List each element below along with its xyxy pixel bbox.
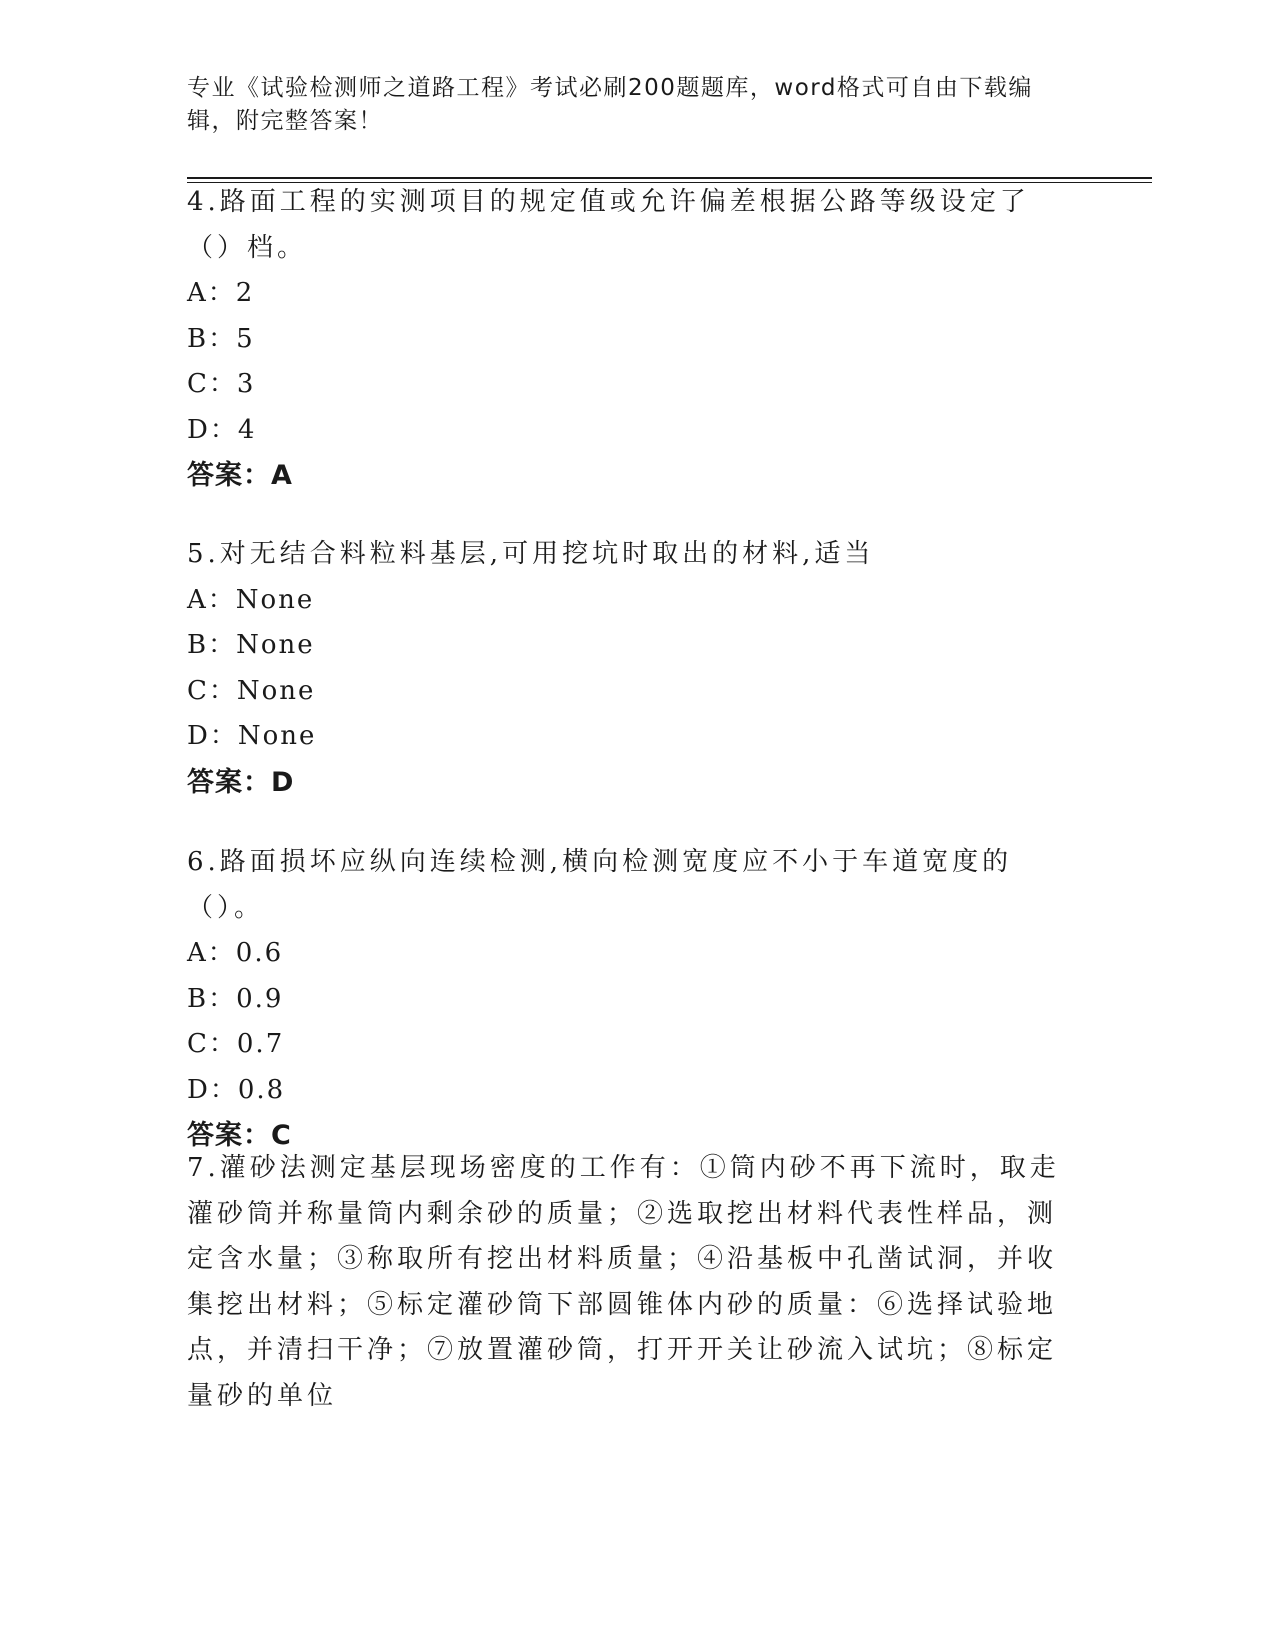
option-d: D：0.8 bbox=[187, 1074, 286, 1105]
option-a: A：None bbox=[187, 584, 315, 615]
option-c: C：None bbox=[187, 675, 316, 706]
answer-label: 答案：C bbox=[187, 1120, 292, 1151]
question-block-5 bbox=[187, 532, 1067, 805]
option-a: A：2 bbox=[187, 278, 255, 308]
question-stem: 5.对无结合料粒料基层,可用挖坑时取出的材料,适当 bbox=[187, 539, 875, 569]
document-header: 专业《试验检测师之道路工程》考试必刷200题题库，word格式可自由下载编辑，附完整答案！ bbox=[187, 75, 1033, 134]
option-c: C：3 bbox=[187, 369, 256, 399]
option-a: A：0.6 bbox=[187, 938, 284, 968]
option-d: D：4 bbox=[187, 414, 257, 445]
answer-label: 答案：A bbox=[187, 460, 293, 491]
option-b: B：None bbox=[187, 630, 315, 660]
answer-label: 答案：D bbox=[187, 766, 295, 798]
question-stem: 6.路面损坏应纵向连续检测,横向检测宽度应不小于车道宽度的（）。 bbox=[187, 847, 1013, 923]
question-stem: 7.灌砂法测定基层现场密度的工作有：①筒内砂不再下流时，取走灌砂筒并称量筒内剩余砂的质量；②选取挖出材料代表性样品，测定含水量；③称取所有挖出材料质量；④沿基板中孔凿试洞，并收集挖出材料；⑤标定灌砂筒下部圆锥体内砂的质量：⑥选择试验地点，并清扫干净；⑦放置灌砂筒，打开开关让砂流入试坑；⑧标定量砂的单位 bbox=[187, 1153, 1060, 1411]
question-block-6 bbox=[187, 840, 1067, 1158]
option-d: D：None bbox=[187, 721, 317, 751]
option-b: B：5 bbox=[187, 323, 255, 354]
question-stem: 4.路面工程的实测项目的规定值或允许偏差根据公路等级设定了（）档。 bbox=[187, 187, 1030, 263]
option-b: B：0.9 bbox=[187, 983, 284, 1014]
question-block-4 bbox=[187, 180, 1067, 498]
question-block-7 bbox=[187, 1146, 1067, 1419]
option-c: C：0.7 bbox=[187, 1029, 285, 1059]
header-divider-thick bbox=[187, 177, 1152, 179]
